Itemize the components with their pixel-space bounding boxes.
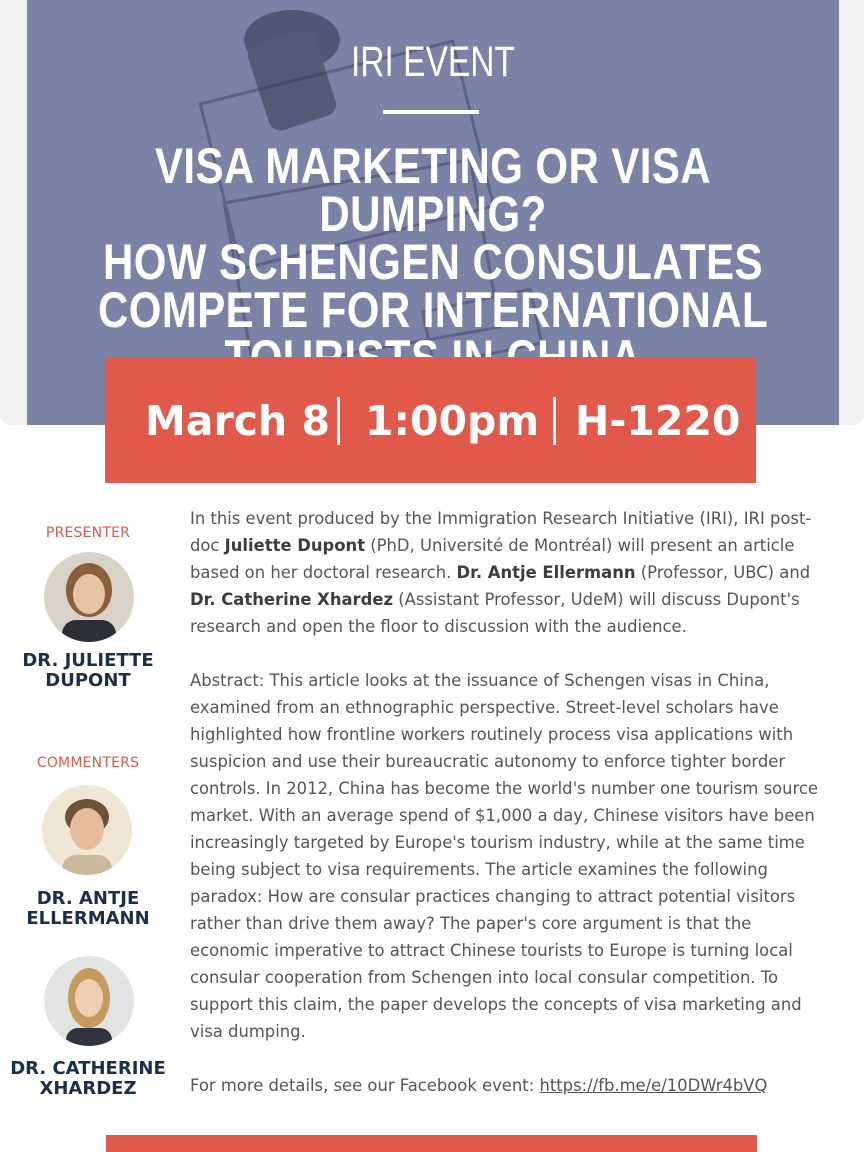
- commenter-name-inline: Dr. Catherine Xhardez: [190, 590, 394, 609]
- commenter-photo: [44, 956, 134, 1046]
- facebook-event-link[interactable]: https://fb.me/e/10DWr4bVQ: [539, 1076, 768, 1095]
- text-run: In this event produced by the Immigration Research Initiative (IRI), IRI post-doc: [190, 509, 812, 555]
- intro-paragraph: [190, 505, 830, 640]
- separator: [337, 397, 340, 445]
- avatar: [42, 785, 132, 875]
- commenter-name-inline: Dr. Antje Ellermann: [456, 563, 636, 582]
- name-line: ELLERMANN: [26, 908, 150, 929]
- commenters-label: COMMENTERS: [36, 755, 140, 771]
- name-line: XHARDEZ: [39, 1078, 137, 1099]
- title-divider: [383, 110, 479, 114]
- commenter-name: [0, 1059, 176, 1099]
- separator: [553, 397, 556, 445]
- event-title: [97, 138, 769, 382]
- event-time: 1:00pm: [365, 397, 540, 445]
- event-room: H-1220: [575, 397, 741, 445]
- event-date: March 8: [145, 397, 330, 445]
- name-line: DR. ANTJE: [36, 888, 140, 909]
- footer-bar: [106, 1135, 757, 1152]
- presenter-photo: [44, 552, 134, 642]
- text-run: (Professor, UBC) and: [635, 563, 811, 582]
- presenter-name-inline: Juliette Dupont: [224, 536, 366, 555]
- name-line: DR. JULIETTE: [22, 650, 154, 671]
- commenter-name: [0, 889, 176, 929]
- event-description: [190, 505, 830, 1099]
- abstract-paragraph: Abstract: This article looks at the issuance of Schengen visas in China, examined from an ethnographic perspective. Street-level scholars have highlighted how frontline workers routinely process visa applications with suspicion and use their bureaucratic autonomy to enforce tighter border controls. In 2012, China has become the world's number one tourism source market. With an average spend of $1,000 a day, Chinese visitors have been increasingly targeted by Europe's tourism industry, while at the same time being subject to visa requirements. The article examines the following paradox: How are consular practices changing to attract potential visitors rather than drive them away? The paper's core argument is that the economic imperative to attract Chinese tourists to Europe is turning local consular cooperation from Schengen into local consular competition. To support this claim, the paper develops the concepts of visa marketing and visa dumping.: [190, 671, 819, 1041]
- text-run: For more details, see our Facebook event:: [190, 1076, 540, 1095]
- title-line: HOW SCHENGEN CONSULATES: [103, 234, 763, 290]
- avatar: [44, 956, 134, 1046]
- name-line: DUPONT: [45, 670, 131, 691]
- presenter-label: PRESENTER: [45, 525, 131, 541]
- more-details-paragraph: [190, 1072, 830, 1099]
- title-line: VISA MARKETING OR VISA DUMPING?: [154, 138, 712, 242]
- name-line: DR. CATHERINE: [10, 1058, 166, 1079]
- text-run: (Assistant Professor, UdeM) will discuss Dupont's research and open the floor to discussion with the audience.: [190, 590, 800, 636]
- event-details-band: [105, 357, 756, 483]
- title-line: COMPETE FOR INTERNATIONAL: [97, 282, 769, 338]
- event-type-label: IRI EVENT: [350, 38, 515, 86]
- text-run: (PhD, Université de Montréal) will present an article based on her doctoral research.: [190, 536, 795, 582]
- presenter-name: [0, 651, 176, 691]
- avatar: [44, 552, 134, 642]
- commenter-photo: [42, 785, 132, 875]
